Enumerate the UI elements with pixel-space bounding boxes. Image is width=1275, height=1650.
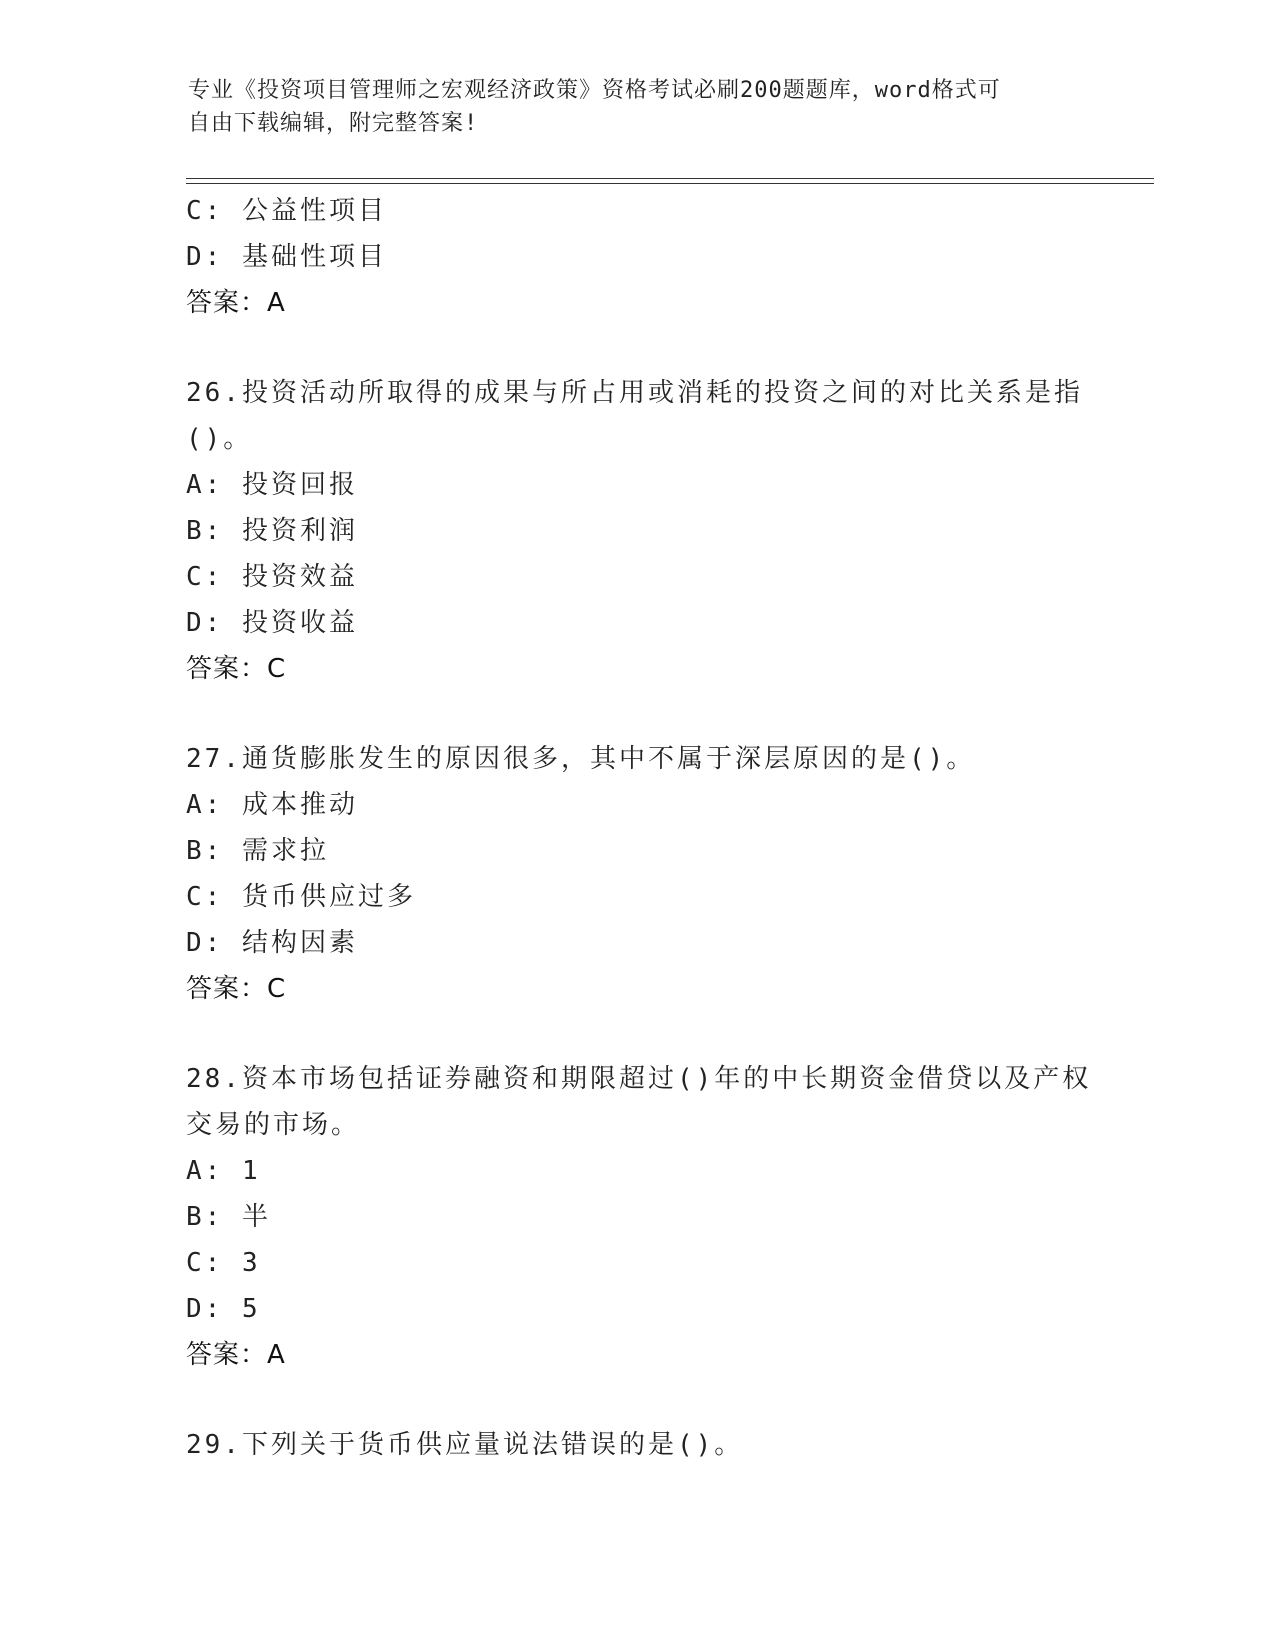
question-stem-line-1: 26.投资活动所取得的成果与所占用或消耗的投资之间的对比关系是指 (186, 378, 1083, 408)
question-stem-line-1: 28.资本市场包括证券融资和期限超过()年的中长期资金借贷以及产权 (186, 1064, 1092, 1094)
spacer (186, 1378, 1086, 1422)
option-d: D: 基础性项目 (186, 242, 387, 272)
spacer (186, 1012, 1086, 1056)
question-stem-line-2: ()。 (186, 424, 253, 454)
spacer (186, 326, 1086, 370)
option-c: C: 货币供应过多 (186, 882, 416, 912)
header-divider-bottom (186, 183, 1154, 184)
option-d: D: 投资收益 (186, 608, 358, 638)
spacer (186, 692, 1086, 736)
question-list (186, 188, 1092, 1468)
question-27 (186, 736, 1086, 1012)
option-a: A: 1 (186, 1156, 261, 1186)
header-line-1: 专业《投资项目管理师之宏观经济政策》资格考试必刷200题题库，word格式可 (188, 78, 1001, 103)
question-stem-line-1: 27.通货膨胀发生的原因很多，其中不属于深层原因的是()。 (186, 744, 976, 774)
document-header (188, 74, 1068, 140)
header-divider-top (186, 178, 1154, 179)
question-29 (186, 1422, 1086, 1468)
question-28 (186, 1056, 1092, 1378)
answer-label: 答案：A (186, 288, 286, 318)
answer-label: 答案：C (186, 654, 287, 684)
answer-label: 答案：A (186, 1340, 286, 1370)
option-d: D: 5 (186, 1294, 261, 1324)
header-line-2: 自由下载编辑，附完整答案! (188, 111, 479, 136)
question-25-tail (186, 188, 1086, 326)
question-stem-line-2: 交易的市场。 (186, 1110, 361, 1140)
question-26 (186, 370, 1086, 692)
option-b: B: 需求拉 (186, 836, 329, 866)
option-b: B: 半 (186, 1202, 271, 1232)
option-a: A: 成本推动 (186, 790, 358, 820)
option-d: D: 结构因素 (186, 928, 358, 958)
option-b: B: 投资利润 (186, 516, 358, 546)
option-c: C: 3 (186, 1248, 261, 1278)
option-c: C: 投资效益 (186, 562, 358, 592)
question-stem-line-1: 29.下列关于货币供应量说法错误的是()。 (186, 1430, 744, 1460)
answer-label: 答案：C (186, 974, 287, 1004)
option-c: C: 公益性项目 (186, 196, 387, 226)
option-a: A: 投资回报 (186, 470, 358, 500)
